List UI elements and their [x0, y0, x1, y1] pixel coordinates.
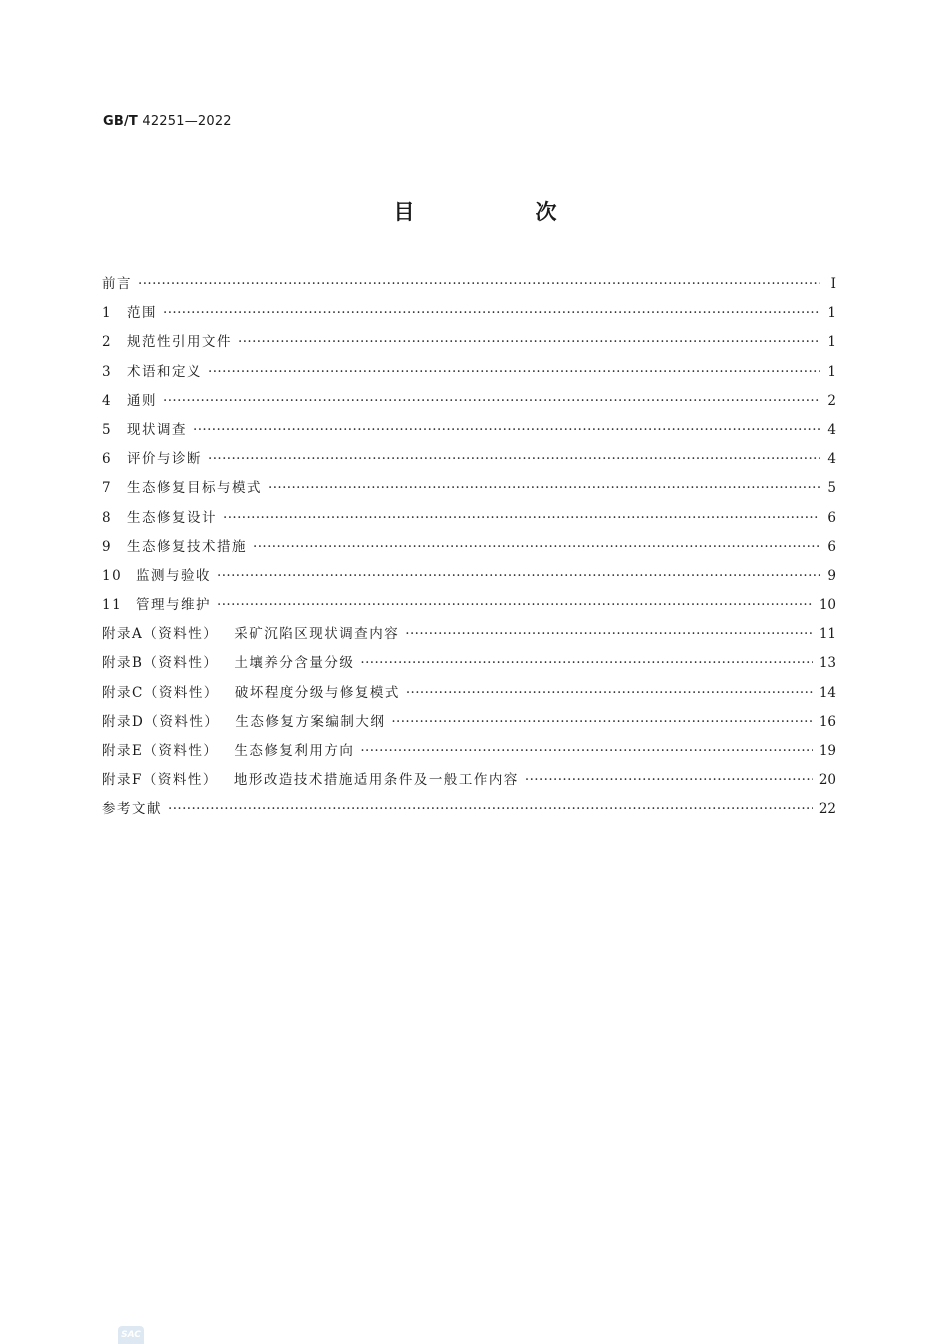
- toc-dot-leader: [163, 387, 820, 416]
- toc-dot-leader: [163, 299, 820, 328]
- toc-entry-title: 参考文献: [102, 801, 162, 818]
- toc-entry[interactable]: [102, 649, 836, 678]
- toc-entry-page: 6: [827, 509, 836, 526]
- toc-entry-page: 22: [818, 801, 836, 818]
- toc-entry-title: 破坏程度分级与修复模式: [234, 684, 400, 701]
- toc-entry-title: 生态修复方案编制大纲: [235, 713, 386, 730]
- toc-dot-leader: [391, 708, 812, 737]
- page-title: 目 次: [393, 200, 607, 224]
- toc-entry-title: 评价与诊断: [127, 451, 202, 468]
- toc-entry[interactable]: [102, 328, 836, 357]
- toc-entry-page: 4: [827, 421, 836, 438]
- toc-entry-page: 14: [818, 684, 836, 701]
- toc-entry-title: 生态修复技术措施: [127, 538, 247, 555]
- toc-entry[interactable]: [102, 766, 836, 795]
- standard-number: 42251—2022: [142, 114, 232, 129]
- toc-entry[interactable]: [102, 504, 836, 533]
- toc-dot-leader: [217, 591, 813, 620]
- toc-entry[interactable]: [102, 708, 836, 737]
- toc-entry-appendix-label: 附录A（资料性）: [102, 626, 219, 643]
- toc-entry-page: 5: [827, 480, 836, 497]
- toc-entry-page: 13: [818, 655, 836, 672]
- toc-entry-appendix-label: 附录D（资料性）: [102, 713, 220, 730]
- toc-entry-page: 20: [818, 772, 836, 789]
- toc-entry[interactable]: [102, 533, 836, 562]
- toc-entry[interactable]: [102, 620, 836, 649]
- toc-dot-leader: [405, 620, 813, 649]
- toc-entry-title: 规范性引用文件: [127, 334, 232, 351]
- toc-entry-page: 1: [827, 334, 836, 351]
- toc-entry-number: 10: [102, 567, 123, 584]
- toc-entry-page: 4: [827, 451, 836, 468]
- toc-entry-title: 范围: [127, 305, 157, 322]
- toc-entry-page: 10: [818, 597, 836, 614]
- toc-dot-leader: [223, 504, 820, 533]
- toc-entry-number: 3: [102, 363, 113, 380]
- toc-dot-leader: [193, 416, 820, 445]
- toc-entry-title: 监测与验收: [136, 567, 211, 584]
- toc-entry-number: 7: [102, 480, 113, 497]
- standard-prefix: GB/T: [103, 114, 138, 129]
- toc-dot-leader: [268, 474, 820, 503]
- toc-entry-page: Ⅰ: [830, 276, 836, 292]
- toc-dot-leader: [208, 358, 820, 387]
- toc-entry-title: 现状调查: [127, 421, 187, 438]
- toc-entry-page: 9: [827, 567, 836, 584]
- table-of-contents: [102, 270, 836, 825]
- toc-entry[interactable]: [102, 299, 836, 328]
- toc-entry-title: 采矿沉陷区现状调查内容: [234, 626, 400, 643]
- toc-entry[interactable]: [102, 591, 836, 620]
- toc-entry-page: 16: [818, 713, 836, 730]
- toc-entry-number: 8: [102, 509, 113, 526]
- toc-entry[interactable]: [102, 679, 836, 708]
- toc-dot-leader: [253, 533, 820, 562]
- standard-code: [103, 114, 232, 129]
- toc-entry-number: 5: [102, 421, 113, 438]
- toc-entry-title: 地形改造技术措施适用条件及一般工作内容: [233, 772, 519, 789]
- toc-entry-title: 管理与维护: [136, 597, 211, 614]
- toc-entry-number: 1: [102, 305, 113, 322]
- toc-dot-leader: [360, 737, 812, 766]
- toc-entry-title: 前言: [102, 276, 132, 292]
- toc-entry-title: 土壤养分含量分级: [234, 655, 355, 672]
- toc-entry-title: 通则: [127, 392, 157, 409]
- toc-entry-page: 2: [827, 392, 836, 409]
- toc-dot-leader: [525, 766, 813, 795]
- toc-entry-title: 术语和定义: [127, 363, 202, 380]
- toc-entry-appendix-label: 附录B（资料性）: [102, 655, 219, 672]
- toc-entry-number: 2: [102, 334, 113, 351]
- toc-dot-leader: [406, 679, 813, 708]
- toc-entry[interactable]: [102, 474, 836, 503]
- toc-entry[interactable]: [102, 387, 836, 416]
- toc-entry[interactable]: [102, 358, 836, 387]
- toc-entry-title: 生态修复利用方向: [234, 743, 355, 759]
- toc-dot-leader: [217, 562, 820, 591]
- toc-dot-leader: [168, 795, 813, 824]
- toc-entry-page: 19: [818, 743, 836, 759]
- toc-dot-leader: [238, 328, 820, 357]
- toc-dot-leader: [208, 445, 820, 474]
- toc-entry[interactable]: [102, 795, 836, 824]
- toc-entry[interactable]: [102, 270, 836, 299]
- sac-watermark-logo: SAC: [118, 1326, 144, 1344]
- toc-entry-page: 11: [818, 626, 836, 643]
- toc-entry-appendix-label: 附录E（资料性）: [102, 743, 219, 759]
- toc-entry-title: 生态修复目标与模式: [127, 480, 262, 497]
- toc-entry-page: 6: [827, 538, 836, 555]
- toc-entry-number: 4: [102, 392, 113, 409]
- toc-entry-number: 11: [102, 597, 123, 614]
- toc-entry[interactable]: [102, 737, 836, 766]
- toc-entry-title: 生态修复设计: [127, 509, 217, 526]
- toc-entry-appendix-label: 附录F（资料性）: [102, 772, 218, 789]
- toc-entry-page: 1: [827, 363, 836, 380]
- toc-entry[interactable]: [102, 416, 836, 445]
- toc-dot-leader: [138, 270, 820, 299]
- toc-entry-number: 9: [102, 538, 113, 555]
- toc-entry[interactable]: [102, 562, 836, 591]
- toc-entry-page: 1: [827, 305, 836, 322]
- toc-entry[interactable]: [102, 445, 836, 474]
- toc-entry-number: 6: [102, 451, 113, 468]
- toc-dot-leader: [360, 649, 812, 678]
- toc-entry-appendix-label: 附录C（资料性）: [102, 684, 219, 701]
